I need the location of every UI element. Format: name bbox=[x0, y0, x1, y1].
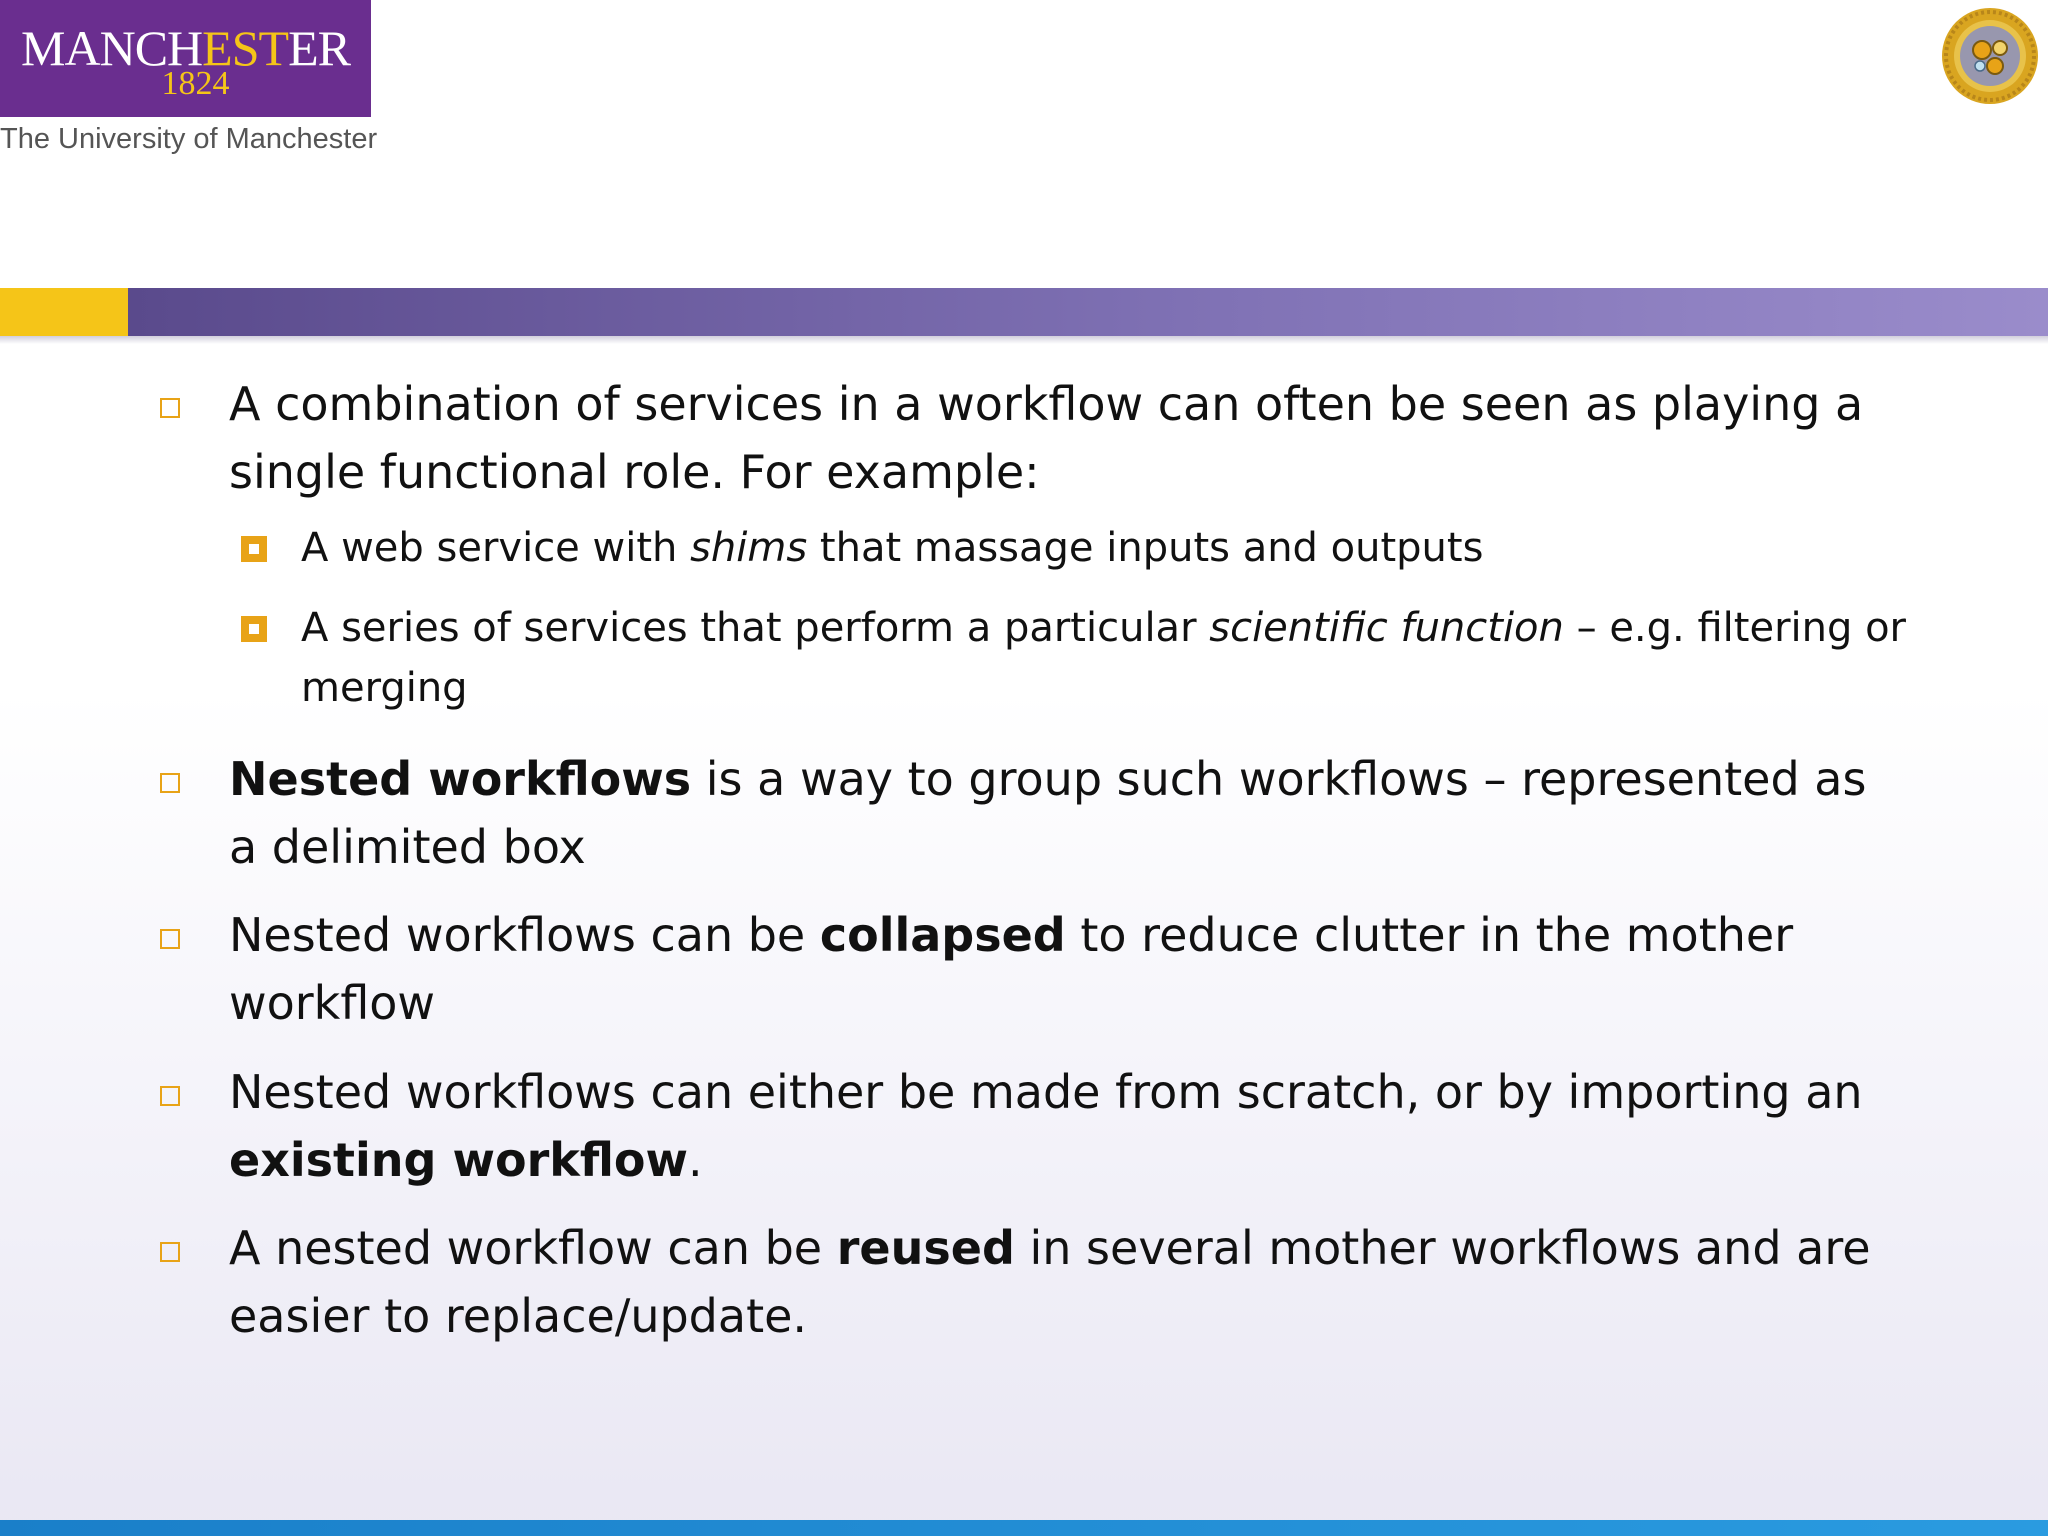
logo-wordmark: MANCHESTER bbox=[21, 20, 350, 76]
university-logo bbox=[0, 0, 371, 117]
hollow-square-icon bbox=[160, 1242, 184, 1266]
logo-year: 1824 bbox=[161, 65, 230, 102]
hollow-square-icon bbox=[160, 1086, 184, 1110]
header-accent-bar bbox=[128, 288, 2048, 336]
bullet-text: A nested workflow can be reused in several mother workflows and are easier to replace/update. bbox=[229, 1221, 1871, 1343]
bullet-text: Nested workflows is a way to group such workflows – represented as a delimited box bbox=[229, 752, 1867, 874]
hollow-square-icon bbox=[160, 929, 184, 953]
header-bar-shadow bbox=[0, 336, 2048, 344]
university-seal-icon bbox=[1940, 6, 2040, 106]
bullet-text: Nested workflows can either be made from scratch, or by importing an existing workflow. bbox=[229, 1065, 1863, 1187]
university-name: The University of Manchester bbox=[0, 123, 378, 155]
footer-accent-bar bbox=[0, 1520, 2048, 1536]
sub-bullet-text: A series of services that perform a particular scientific function – e.g. filtering or merging bbox=[301, 605, 1906, 711]
sub-bullet-text: A web service with shims that massage inputs and outputs bbox=[301, 525, 1484, 571]
hollow-square-icon bbox=[160, 398, 184, 422]
filled-square-icon bbox=[241, 616, 269, 644]
bullet-text: Nested workflows can be collapsed to reduce clutter in the mother workflow bbox=[229, 908, 1794, 1030]
bullet-text: A combination of services in a workflow can often be seen as playing a single functional role. For example: bbox=[229, 377, 1864, 499]
hollow-square-icon bbox=[160, 773, 184, 797]
filled-square-icon bbox=[241, 536, 269, 564]
header-accent-gold bbox=[0, 288, 128, 336]
